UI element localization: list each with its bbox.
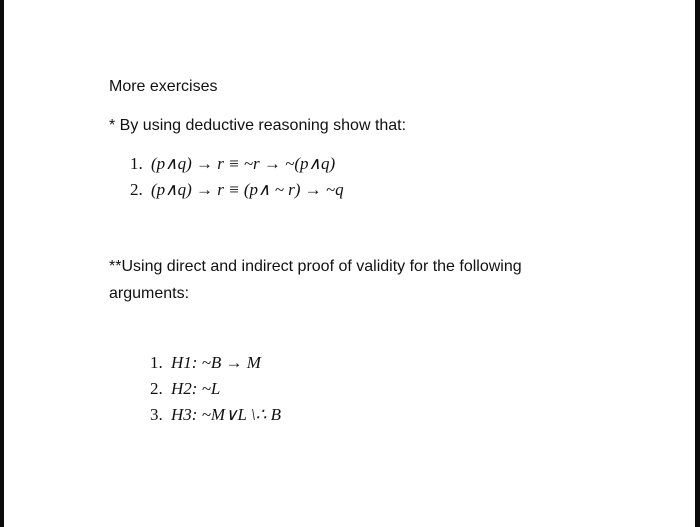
item-number: 2. [150, 379, 163, 398]
hypothesis-list [150, 351, 281, 429]
hypothesis-expression: H2: ~L [171, 379, 221, 398]
list-item [130, 178, 344, 204]
hypothesis-expression: H1: ~B → M [171, 353, 261, 372]
hypothesis-expression: H3: ~M∨L \∴ B [171, 405, 282, 424]
item-number: 1. [130, 154, 143, 173]
section-heading: More exercises [109, 78, 218, 95]
list-item [130, 152, 344, 178]
list-item [150, 377, 281, 403]
left-border [0, 0, 4, 527]
item-number: 2. [130, 180, 143, 199]
deductive-instruction: * By using deductive reasoning show that: [109, 117, 407, 134]
list-item [150, 351, 281, 377]
logic-expression: (p∧q) → r ≡ (p∧ ~ r) → ~q [151, 180, 344, 199]
right-border [695, 0, 700, 527]
item-number: 1. [150, 353, 163, 372]
logic-expression: (p∧q) → r ≡ ~r → ~(p∧q) [151, 154, 336, 173]
list-item [150, 403, 281, 429]
exercise-list [130, 152, 344, 204]
proof-instruction: **Using direct and indirect proof of validity for the following arguments: [109, 258, 522, 302]
item-number: 3. [150, 405, 163, 424]
